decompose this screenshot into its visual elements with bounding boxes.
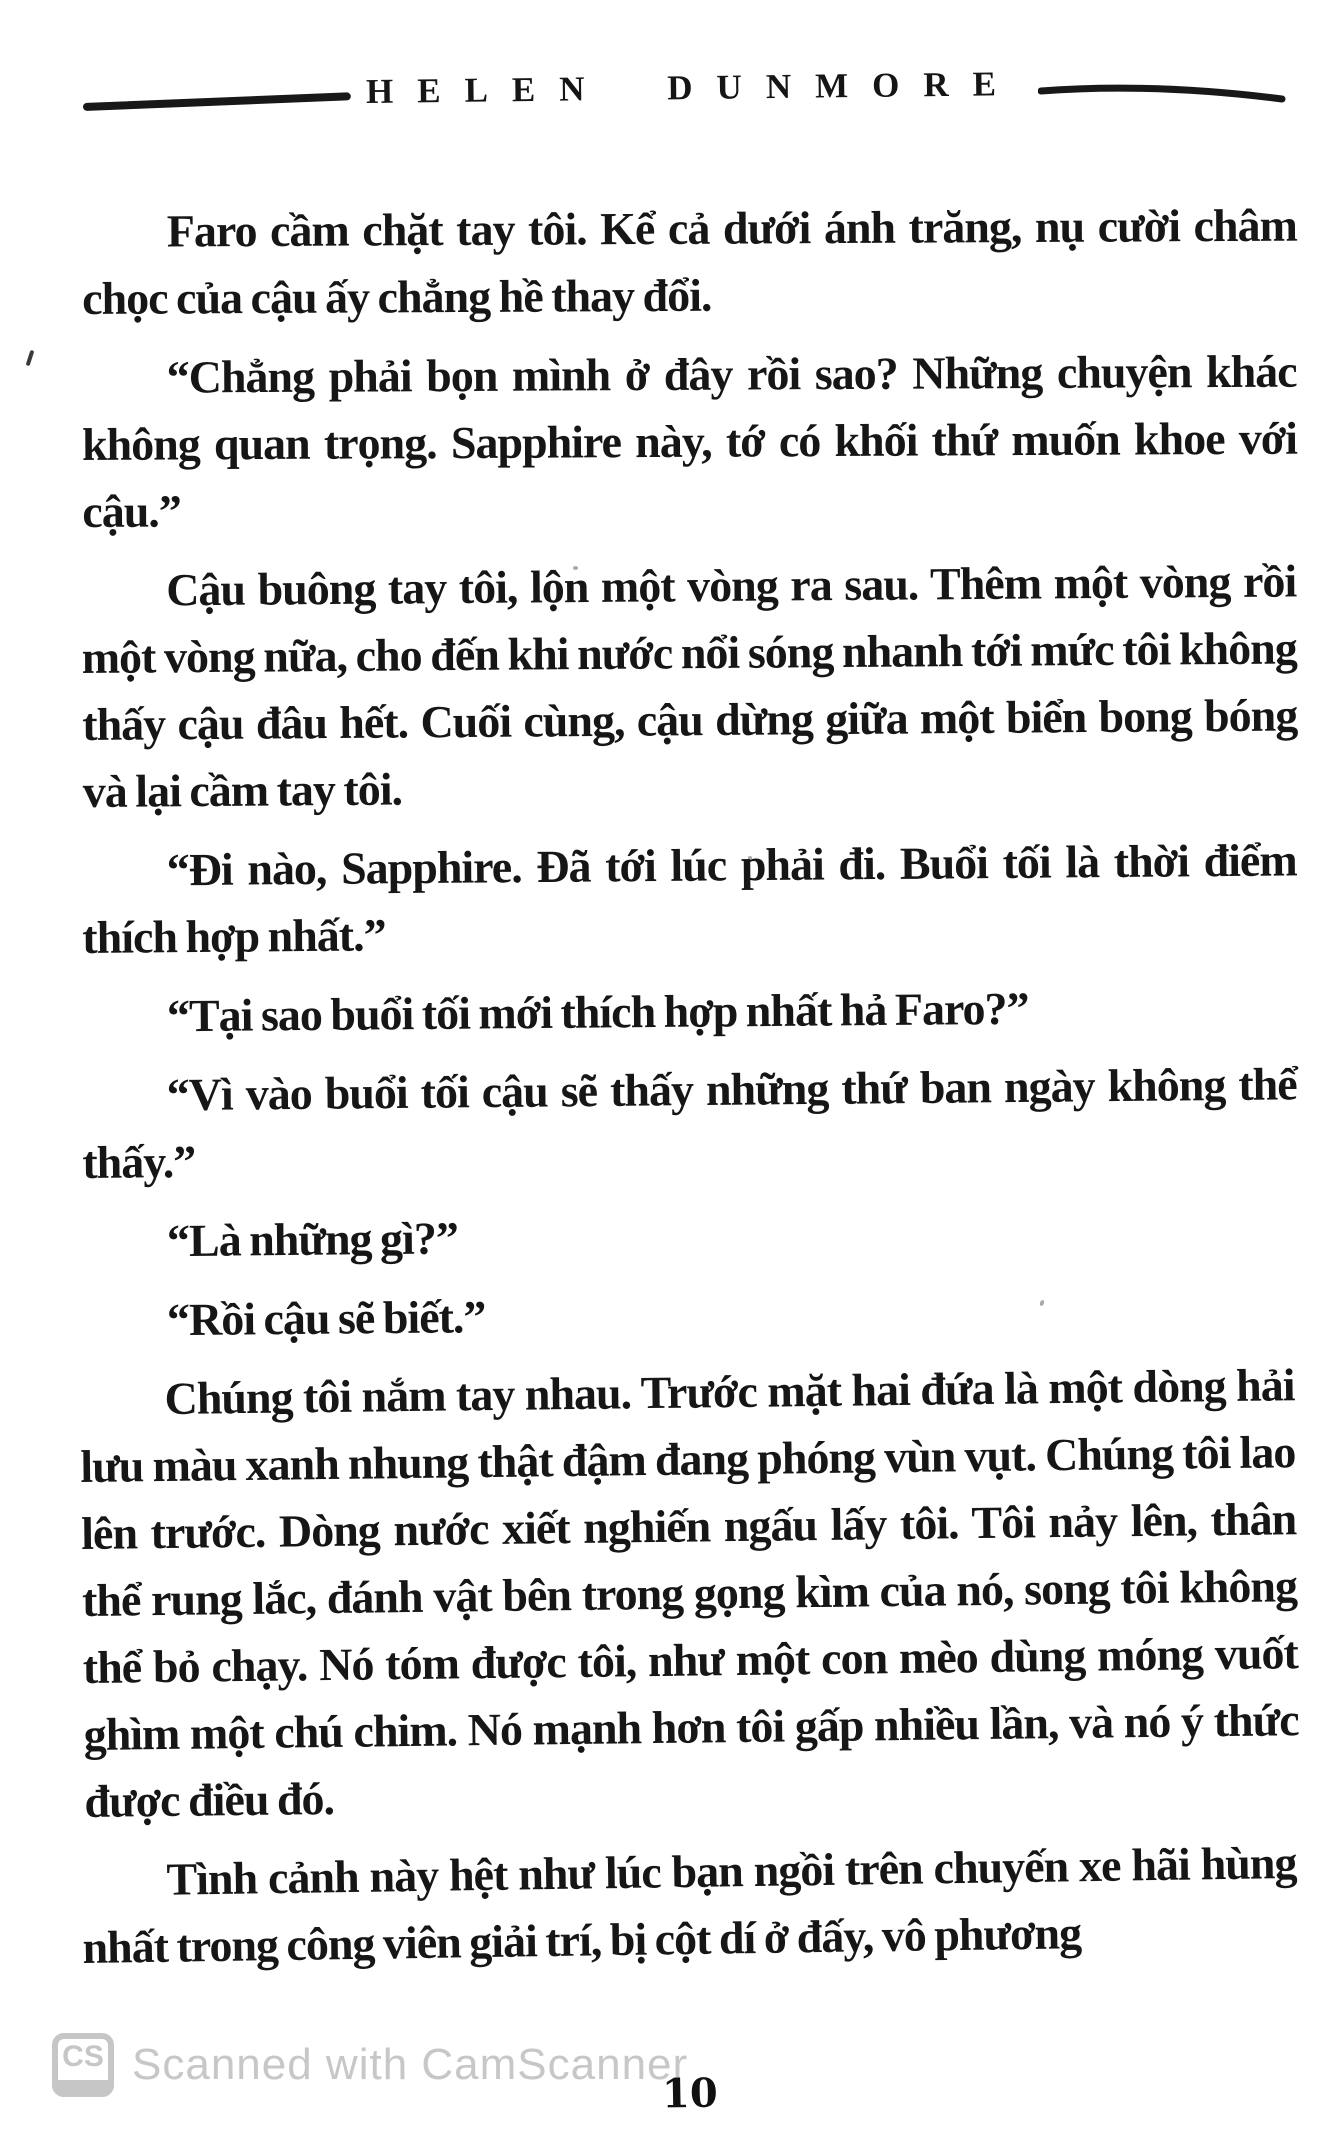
camscanner-logo <box>52 2033 114 2097</box>
scan-artifact-tick <box>26 350 35 366</box>
paragraph: Cậu buông tay tôi, lộn một vòng ra sau. Thêm một vòng rồi một vòng nữa, cho đến khi nước nổi sóng nhanh tới mức tôi không thấy cậu đâu hết. Cuối cùng, cậu dừng giữa một biển bong bóng và lại cầm tay tôi. <box>81 555 1298 817</box>
page-header <box>0 0 1344 140</box>
camscanner-watermark <box>52 2033 688 2097</box>
author-name: HELEN DUNMORE <box>365 64 1021 111</box>
paragraph: “Là những gì?” <box>166 1212 459 1267</box>
paragraph: “Tại sao buổi tối mới thích hợp nhất hả Faro?” <box>166 982 1029 1042</box>
paragraph: Chúng tôi nắm tay nhau. Trước mặt hai đứa là một dòng hải lưu màu xanh nhung thật đậm đang phóng vùn vụt. Chúng tôi lao lên trước. Dòng nước xiết nghiến ngấu lấy tôi. Tôi nảy lên, thân thể rung lắc, đánh vật bên trong gọng kìm của nó, song tôi không thể bỏ chạy. Nó tóm được tôi, như một con mèo dùng móng vuốt ghìm một chú chim. Nó mạnh hơn tôi gấp nhiều lần, và nó ý thức được điều đó. <box>80 1359 1299 1827</box>
paragraph: “Chẳng phải bọn mình ở đây rồi sao? Những chuyện khác không quan trọng. Sapphire này, tớ có khối thứ muốn khoe với cậu.” <box>81 345 1298 537</box>
header-rule-left <box>83 92 351 111</box>
paragraph: “Rồi cậu sẽ biết.” <box>166 1291 486 1346</box>
header-rule-right <box>1038 84 1286 106</box>
paragraph: Faro cầm chặt tay tôi. Kể cả dưới ánh trăng, nụ cười châm chọc của cậu ấy chẳng hề thay đổi. <box>82 199 1297 324</box>
paragraph: “Vì vào buổi tối cậu sẽ thấy những thứ ban ngày không thể thấy.” <box>82 1058 1297 1188</box>
paragraph: Tình cảnh này hệt như lúc bạn ngồi trên chuyến xe hãi hùng nhất trong công viên giải trí, bị cột dí ở đấy, vô phương <box>82 1836 1297 1973</box>
page-number: 10 <box>661 2069 719 2118</box>
watermark-label: Scanned with CamScanner <box>132 2040 689 2089</box>
camscanner-logo-bar <box>52 2080 114 2097</box>
body-text <box>82 198 1297 1993</box>
paragraph: “Đi nào, Sapphire. Đã tới lúc phải đi. Buổi tối là thời điểm thích hợp nhất.” <box>82 834 1297 963</box>
camscanner-logo-text: CS <box>62 2040 104 2073</box>
